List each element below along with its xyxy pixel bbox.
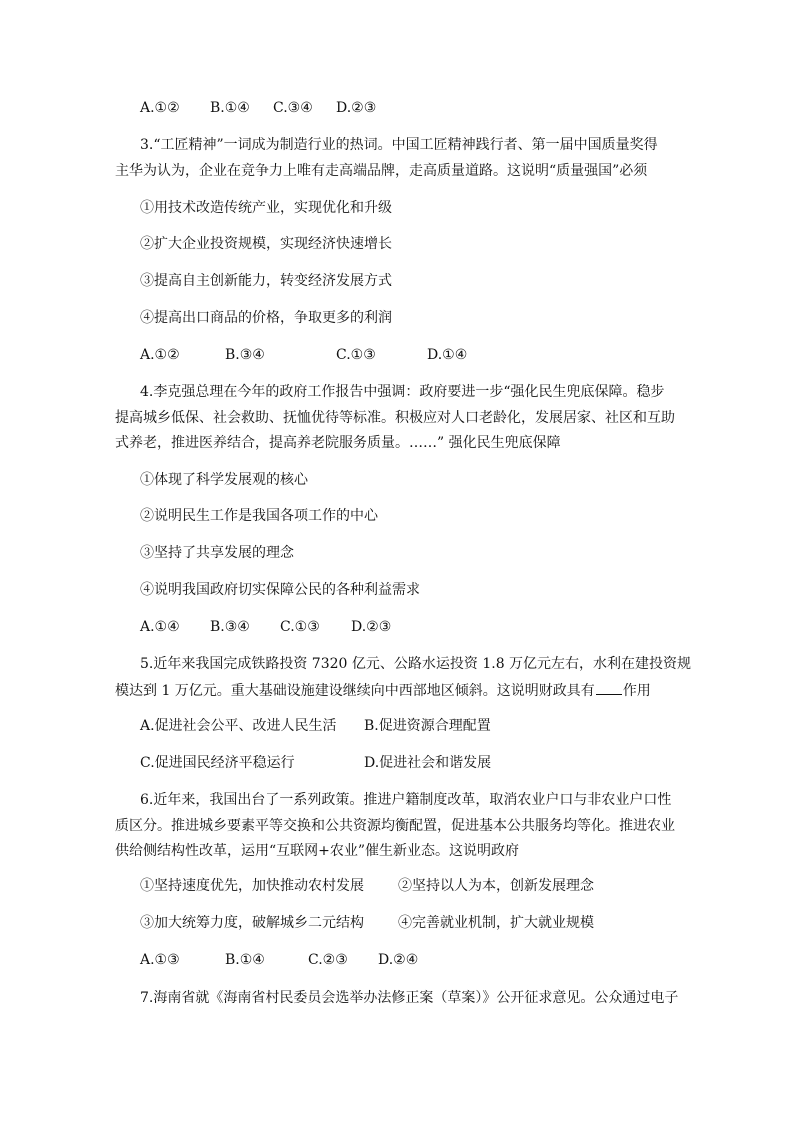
- q5-option-c: C.促进国民经济平稳运行: [140, 755, 295, 771]
- q4-stem-line-3: 式养老，推进医养结合，提高养老院服务质量。……” 强化民生兜底保障: [115, 435, 561, 451]
- q3-option-c: C.①③: [336, 347, 376, 363]
- q6-items-row-2: [140, 913, 620, 933]
- q2-option-a: A.①②: [140, 100, 180, 116]
- q5-option-b: B.促进资源合理配置: [364, 718, 491, 734]
- q4-item-2: ②说明民生工作是我国各项工作的中心: [140, 508, 378, 524]
- q6-option-c: C.②③: [308, 952, 348, 968]
- q6-option-d: D.②④: [378, 952, 419, 968]
- q6-option-a: A.①③: [140, 952, 180, 968]
- q3-item-3: ③提高自主创新能力，转变经济发展方式: [140, 273, 392, 289]
- q4-stem-line-1: 4.李克强总理在今年的政府工作报告中强调：政府要进一步“强化民生兜底保障。稳步: [140, 384, 665, 400]
- q3-option-b: B.③④: [225, 347, 265, 363]
- q3-item-2: ②扩大企业投资规模，实现经济快速增长: [140, 236, 392, 252]
- q6-stem-line-1: 6.近年来，我国出台了一系列政策。推进户籍制度改革，取消农业户口与非农业户口性: [140, 792, 672, 808]
- q3-item-4: ④提高出口商品的价格，争取更多的利润: [140, 310, 392, 326]
- q6-items-row-1: [140, 876, 620, 896]
- q7-stem-line-1: 7.海南省就《海南省村民委员会选举办法修正案（草案）》公开征求意见。公众通过电子: [140, 990, 679, 1006]
- q6-item-4: ④完善就业机制，扩大就业规模: [398, 915, 594, 931]
- q5-stem-text-end: 作用: [622, 683, 651, 699]
- q2-options: [140, 98, 500, 118]
- q2-option-d: D.②③: [336, 100, 377, 116]
- q3-item-1: ①用技术改造传统产业，实现优化和升级: [140, 200, 392, 216]
- q4-item-1: ①体现了科学发展观的核心: [140, 472, 308, 488]
- q5-answer-blank: [596, 680, 622, 695]
- q5-stem-line-2: [115, 680, 651, 701]
- q4-option-c: C.①③: [280, 619, 320, 635]
- q5-options-row-1: [140, 716, 620, 736]
- q3-stem-line-2: 主华为认为，企业在竞争力上唯有走高端品牌，走高质量道路。这说明“质量强国”必须: [115, 163, 648, 179]
- q6-stem-line-2: 质区分。推进城乡要素平等交换和公共资源均衡配置，促进基本公共服务均等化。推进农业: [115, 818, 675, 834]
- q6-item-2: ②坚持以人为本，创新发展理念: [398, 878, 594, 894]
- q4-option-d: D.②③: [351, 619, 392, 635]
- q2-option-b: B.①④: [210, 100, 250, 116]
- q4-item-4: ④说明我国政府切实保障公民的各种利益需求: [140, 582, 420, 598]
- q6-item-3: ③加大统筹力度，破解城乡二元结构: [140, 915, 364, 931]
- q4-option-b: B.③④: [210, 619, 250, 635]
- q4-options: [140, 617, 500, 637]
- q3-option-a: A.①②: [140, 347, 180, 363]
- q3-stem-line-1: 3.“工匠精神”一词成为制造行业的热词。中国工匠精神践行者、第一届中国质量奖得: [140, 137, 658, 153]
- q4-item-3: ③坚持了共享发展的理念: [140, 545, 294, 561]
- q6-stem-line-3: 供给侧结构性改革，运用“互联网+农业”催生新业态。这说明政府: [115, 843, 520, 859]
- q6-options: [140, 950, 500, 970]
- q3-options: [140, 345, 500, 365]
- q3-option-d: D.①④: [427, 347, 468, 363]
- q4-option-a: A.①④: [140, 619, 180, 635]
- q5-options-row-2: [140, 753, 620, 773]
- q4-stem-line-2: 提高城乡低保、社会救助、抚恤优待等标准。积极应对人口老龄化，发展居家、社区和互助: [115, 410, 675, 426]
- q5-stem-text: 模达到 1 万亿元。重大基础设施建设继续向中西部地区倾斜。这说明财政具有: [115, 683, 595, 699]
- q6-item-1: ①坚持速度优先，加快推动农村发展: [140, 878, 364, 894]
- q2-option-c: C.③④: [273, 100, 313, 116]
- q6-option-b: B.①④: [225, 952, 265, 968]
- q5-option-d: D.促进社会和谐发展: [364, 755, 492, 771]
- q5-option-a: A.促进社会公平、改进人民生活: [140, 718, 337, 734]
- q5-stem-line-1: 5.近年来我国完成铁路投资 7320 亿元、公路水运投资 1.8 万亿元左右，水利在建投资规: [140, 656, 692, 672]
